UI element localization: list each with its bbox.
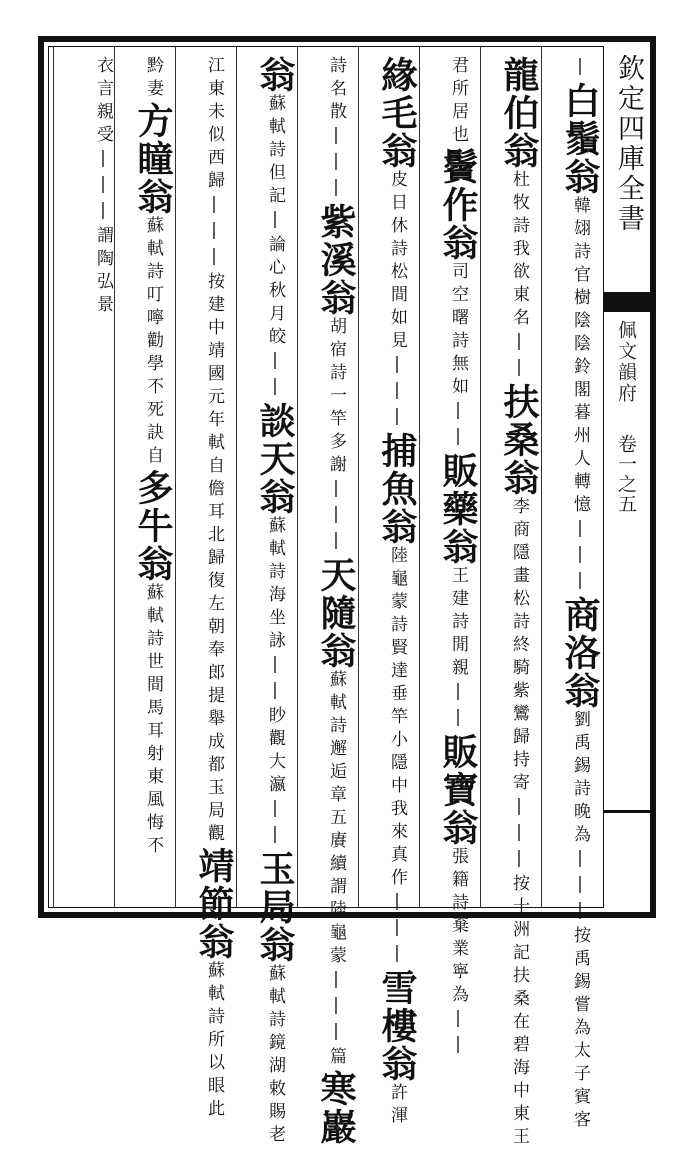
- entry-heading: 翁: [254, 56, 296, 94]
- text-column: [176, 56, 236, 1122]
- commentary-text: 張籍詩棄業寧為||: [448, 847, 468, 1060]
- commentary-text: 蘇軾詩海坐詠||眇觀大瀛||: [265, 516, 285, 850]
- margin-title: 欽定四庫全書: [613, 54, 644, 234]
- commentary-text: 詩名散|||: [326, 56, 346, 203]
- entry-heading: 靖節翁: [193, 847, 235, 961]
- commentary-text: 衣: [93, 56, 113, 79]
- commentary-text: 陸龜蒙詩賢達垂竿小隱中我來真作|||: [387, 546, 407, 969]
- fish-tail-mark-bottom: [604, 810, 650, 813]
- entry-heading: 寒巖: [315, 1070, 357, 1146]
- commentary-text: 蘇軾詩但記|論心秋月皎: [265, 94, 285, 350]
- entry-heading: 鬢作翁: [437, 148, 479, 262]
- commentary-text: 蘇軾詩邂逅章五賡續謂陸龜蒙|||篇: [326, 670, 346, 1070]
- entry-heading: 商洛翁: [559, 596, 601, 710]
- text-column: [298, 56, 358, 1146]
- entry-heading: 緣毛翁: [376, 56, 418, 170]
- entry-heading: 販藥翁: [437, 452, 479, 566]
- column-text: [298, 56, 358, 1146]
- commentary-text: 君所居也: [448, 56, 468, 148]
- column-text: [115, 56, 175, 900]
- commentary-text: 蘇軾詩世間馬耳射東風悔不: [143, 583, 163, 859]
- entry-heading: 天隨翁: [315, 556, 357, 670]
- entry-heading: 紫溪翁: [315, 203, 357, 317]
- margin-book-title: 佩文韻府: [615, 320, 637, 404]
- commentary-text: 江東未似西歸|||按建中靖國元年軾自儋耳北歸復左朝奉郎提舉成都玉局觀: [204, 56, 224, 847]
- text-column: [54, 56, 114, 900]
- entry-heading: 談天翁: [254, 402, 296, 516]
- entry-heading: 白鬚翁: [559, 82, 601, 196]
- commentary-text: 黔妻: [143, 56, 163, 102]
- text-column: [237, 56, 297, 1148]
- column-text: [237, 56, 297, 1148]
- entry-heading: 雪樓翁: [376, 969, 418, 1083]
- commentary-text: 許渾: [387, 1083, 407, 1129]
- commentary-text: 胡宿詩一竿多謝|||: [326, 317, 346, 556]
- text-column: [481, 56, 541, 1150]
- commentary-text: 司空曙詩無如||: [448, 262, 468, 452]
- entry-heading: 販寶翁: [437, 733, 479, 847]
- commentary-text: 蘇軾詩所以眼此: [204, 961, 224, 1122]
- commentary-text: 言親受|||謂陶弘景: [93, 79, 113, 318]
- commentary-text: 蘇軾詩叮嚀勸學不死訣自: [143, 216, 163, 469]
- column-text: [420, 56, 480, 1060]
- commentary-text: ||: [265, 350, 285, 402]
- margin-strip: [604, 46, 650, 908]
- column-text: [359, 56, 419, 1129]
- entry-heading: 捕魚翁: [376, 432, 418, 546]
- margin-volume: 卷一之五: [615, 434, 637, 514]
- text-column: [542, 56, 602, 1133]
- fish-tail-mark-top: [604, 292, 650, 312]
- column-text: [542, 56, 602, 1133]
- commentary-text: 韓翃詩官樹陰陰鈴閣暮州人轉憶: [570, 196, 590, 518]
- commentary-text: |||: [570, 518, 590, 596]
- column-text: [54, 56, 114, 900]
- commentary-text: 杜牧詩我欲東名||: [509, 170, 529, 383]
- column-text: [176, 56, 236, 1122]
- commentary-text: 皮日休詩松間如見|||: [387, 170, 407, 432]
- entry-heading: 扶桑翁: [498, 383, 540, 497]
- text-column: [359, 56, 419, 1129]
- entry-heading: 龍伯翁: [498, 56, 540, 170]
- text-column: [115, 56, 175, 900]
- entry-heading: 玉局翁: [254, 850, 296, 964]
- commentary-text: 蘇軾詩鏡湖敕賜老: [265, 964, 285, 1148]
- commentary-text: |: [570, 56, 590, 82]
- entry-heading: 方瞳翁: [132, 102, 174, 216]
- text-column: [420, 56, 480, 1060]
- commentary-text: 劉禹錫詩晚為|||按禹錫嘗為太子賓客: [570, 710, 590, 1133]
- column-text: [481, 56, 541, 1150]
- commentary-text: 王建詩閒親||: [448, 566, 468, 733]
- entry-heading: 多牛翁: [132, 469, 174, 583]
- commentary-text: 李商隱畫松詩終騎紫鸞歸持寄|||按十洲記扶桑在碧海中東王: [509, 497, 529, 1150]
